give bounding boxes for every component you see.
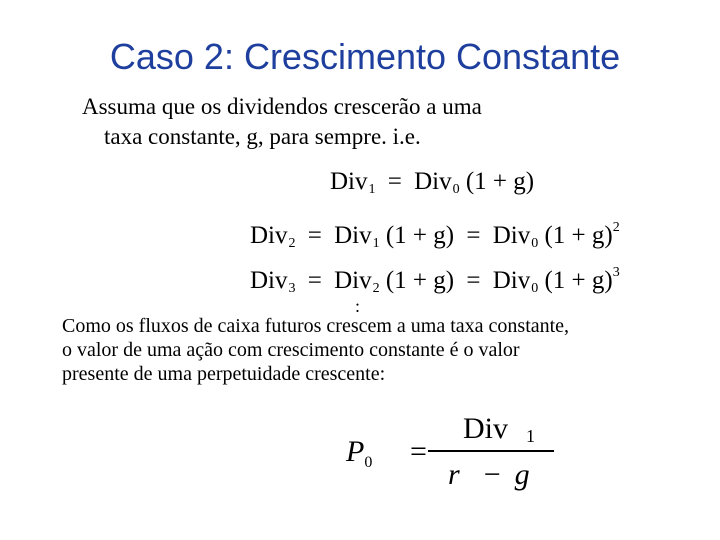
eq2-term2: Div <box>492 222 531 249</box>
continuation-dots: : <box>355 296 361 316</box>
eq2-term1: Div <box>334 222 372 249</box>
formula-p-sub: 0 <box>364 454 373 471</box>
formula-p: P <box>346 435 365 468</box>
equation-div3 <box>250 265 620 297</box>
eq3-equals-2: = <box>466 267 481 294</box>
formula-numerator <box>463 412 535 447</box>
fraction-bar <box>428 450 554 452</box>
eq1-term-sub: 0 <box>452 182 460 197</box>
intro-text <box>82 92 482 152</box>
eq3-growth-factor-2: (1 + g) <box>544 267 613 294</box>
formula-den-g: g <box>514 458 530 491</box>
paragraph-line-1: Como os fluxos de caixa futuros crescem a uma taxa constante, <box>62 315 570 337</box>
formula-denominator <box>448 458 530 492</box>
formula-lhs <box>346 435 372 472</box>
eq1-lhs-sub: 1 <box>368 182 376 197</box>
eq2-growth-factor-2: (1 + g) <box>544 222 613 249</box>
eq3-exponent: 3 <box>612 265 620 280</box>
eq2-term1-sub: 1 <box>372 236 380 251</box>
eq1-lhs: Div <box>330 168 368 195</box>
eq3-growth-factor-1: (1 + g) <box>385 267 455 294</box>
slide-title: Caso 2: Crescimento Constante <box>109 36 621 77</box>
eq2-exponent: 2 <box>612 220 620 235</box>
formula-numerator-div: Div <box>463 412 508 445</box>
formula-den-r: r <box>448 458 460 491</box>
equation-div1 <box>330 168 534 198</box>
eq3-term2-sub: 0 <box>531 281 539 296</box>
equation-div2 <box>250 220 620 252</box>
intro-line-2: taxa constante, g, para sempre. i.e. <box>104 124 421 149</box>
eq2-growth-factor-1: (1 + g) <box>385 222 455 249</box>
eq3-lhs: Div <box>250 267 288 294</box>
explanation-paragraph <box>62 314 569 386</box>
eq1-equals: = <box>387 168 402 195</box>
eq1-term: Div <box>414 168 452 195</box>
eq2-equals-2: = <box>466 222 481 249</box>
intro-line-1: Assuma que os dividendos crescerão a uma <box>82 94 482 119</box>
formula-den-minus: − <box>483 458 501 491</box>
eq3-equals: = <box>307 267 322 294</box>
eq3-lhs-sub: 3 <box>288 281 296 296</box>
paragraph-line-3: presente de uma perpetuidade crescente: <box>62 363 386 385</box>
formula-numerator-sub: 1 <box>526 426 535 446</box>
paragraph-line-2: o valor de uma ação com crescimento constante é o valor <box>62 339 520 361</box>
eq3-term1: Div <box>334 267 372 294</box>
eq2-lhs: Div <box>250 222 288 249</box>
eq2-lhs-sub: 2 <box>288 236 296 251</box>
formula-equals: = <box>410 435 427 468</box>
eq1-growth-factor: (1 + g) <box>465 168 535 195</box>
eq2-equals: = <box>307 222 322 249</box>
eq3-term1-sub: 2 <box>372 281 380 296</box>
eq3-term2: Div <box>492 267 531 294</box>
eq2-term2-sub: 0 <box>531 236 539 251</box>
